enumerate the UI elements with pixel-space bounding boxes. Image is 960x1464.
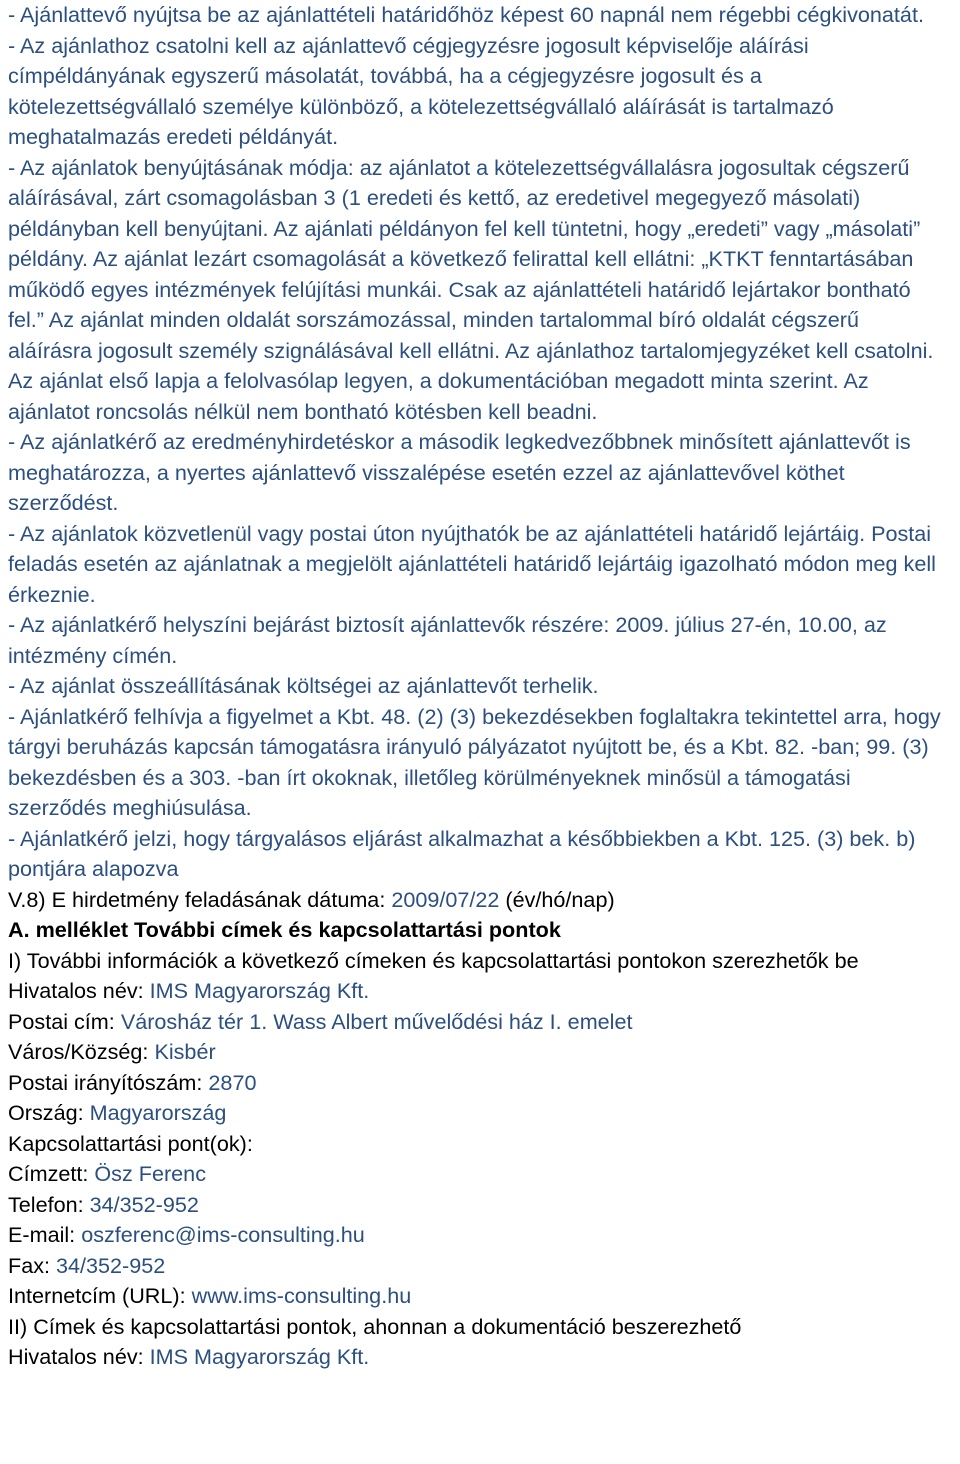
paragraph-cimpeldany: - Az ajánlathoz csatolni kell az ajánlattevő cégjegyzésre jogosult képviselője aláírási címpéldányának egyszerű másolatát, továbbá, ha a cégjegyzésre jogosult és a kötelezettségvállaló személye különböző, a kötelezettségvállaló aláírását is tartalmazó meghatalmazás eredeti példányát. [8,32,834,149]
field-label: Postai irányítószám: [8,1069,209,1095]
field-hivatalos-nev-2 [8,1342,948,1373]
publication-date-row [8,885,948,916]
field-label: Ország: [8,1100,90,1125]
field-postai-cim [8,1007,948,1038]
field-value: 2870 [208,1069,257,1095]
field-email [8,1220,948,1251]
annex-section-1-title: I) További információk a következő címeken és kapcsolattartási pontokon szerezhetők be [8,947,859,973]
publication-date-unit: (év/hó/nap) [499,886,615,912]
paragraph-eredmenyhirdetes: - Az ajánlatkérő az eredményhirdetéskor a második legkedvezőbbnek minősített ajánlattevőt is meghatározza, a nyertes ajánlattevő visszalépése esetén ezzel az ajánlattevővel köthet szerződést. [8,429,911,515]
annex-section-2-title: II) Címek és kapcsolattartási pontok, ahonnan a dokumentáció beszerezhető [8,1313,742,1339]
field-value: IMS Magyarország Kft. [149,1344,370,1369]
field-postai-iranyitoszam [8,1068,948,1099]
url-link[interactable]: www.ims-consulting.hu [191,1283,412,1308]
field-label: Hivatalos név: [8,1344,150,1369]
field-value: Ösz Ferenc [94,1161,206,1186]
field-varos-kozseg [8,1037,948,1068]
email-link[interactable]: oszferenc@ims-consulting.hu [81,1222,365,1247]
paragraph-benyujtas-modja: - Az ajánlatok benyújtásának módja: az ajánlatot a kötelezettségvállalásra jogosultak cégszerű aláírásával, zárt csomagolásban 3 (1 eredeti és kettő, az eredetivel megegyező másolati) példányban kell benyújtani. Az ajánlati példányon fel kell tüntetni, hogy „eredeti” vagy „másolati” példány. Az ajánlat lezárt csomagolását a következő felirattal kell ellátni: „KTKT fenntartásában működő egyes intézmények felújítási munkái. Csak az ajánlattételi határidő lejártakor bontható fel.” Az ajánlat minden oldalát sorszámozással, minden tartalommal bíró oldalát cégszerű aláírásra jogosult személy szignálásával kell ellátni. Az ajánlathoz tartalomjegyzéket kell csatolni. Az ajánlat első lapja a felolvasólap legyen, a dokumentációban megadott minta szerint. Az ajánlatot roncsolás nélkül nem bontható kötésben kell beadni. [8,154,934,424]
paragraph-helyszini-bejaras: - Az ajánlatkérő helyszíni bejárást biztosít ajánlattevők részére: 2009. július 27-én, 10.00, az intézmény címén. [8,612,887,668]
field-value: Kisbér [154,1039,216,1064]
paragraph-postai-ut: - Az ajánlatok közvetlenül vagy postai úton nyújthatók be az ajánlattételi határidő lejártáig. Postai feladás esetén az ajánlatnak a megjelölt ajánlattételi határidő lejártáig igazolható módon meg kell érkeznie. [8,520,936,607]
field-value: Magyarország [89,1100,227,1125]
publication-date-value: 2009/07/22 [391,886,500,912]
paragraph-cegkivonat: - Ajánlattevő nyújtsa be az ajánlattételi határidőhöz képest 60 napnál nem régebbi cégkivonatát. [8,2,924,27]
contact-points-label: Kapcsolattartási pont(ok): [8,1130,253,1156]
field-cimzett [8,1159,948,1190]
publication-date-label: V.8) E hirdetmény feladásának dátuma: [8,886,392,912]
field-value: Városház tér 1. Wass Albert művelődési ház I. emelet [120,1008,633,1034]
field-internetcim [8,1281,948,1312]
annex-heading: A. melléklet További címek és kapcsolattartási pontok [8,917,561,942]
paragraph-tamogatas: - Ajánlatkérő felhívja a figyelmet a Kbt. 48. (2) (3) bekezdésekben foglaltakra tekintettel arra, hogy tárgyi beruházás kapcsán támogatásra irányuló pályázatot nyújtott be, és a Kbt. 82. -ban; 99. (3) bekezdésben és a 303. -ban írt okoknak, illetőleg körülményeknek minősül a támogatási szerződés meghiúsulása. [8,703,941,820]
field-label: Város/Község: [8,1039,155,1064]
field-telefon [8,1190,948,1221]
field-hivatalos-nev [8,976,948,1007]
paragraph-targyalasos-eljaras: - Ajánlatkérő jelzi, hogy tárgyalásos eljárást alkalmazhat a későbbiekben a Kbt. 125. (3) bek. b) pontjára alapozva [8,825,916,881]
field-value: 34/352-952 [89,1191,199,1217]
field-label: Telefon: [8,1191,90,1217]
field-label: Címzett: [8,1161,95,1186]
field-label: E-mail: [8,1222,82,1247]
field-fax [8,1251,948,1282]
field-orszag [8,1098,948,1129]
field-label: Hivatalos név: [8,978,150,1003]
paragraph-koltsegek: - Az ajánlat összeállításának költségei az ajánlattevőt terhelik. [8,673,599,698]
field-label: Fax: [8,1252,56,1278]
field-value: 34/352-952 [56,1252,166,1278]
field-label: Internetcím (URL): [8,1283,192,1308]
field-value: IMS Magyarország Kft. [149,978,370,1003]
field-label: Postai cím: [8,1008,121,1034]
